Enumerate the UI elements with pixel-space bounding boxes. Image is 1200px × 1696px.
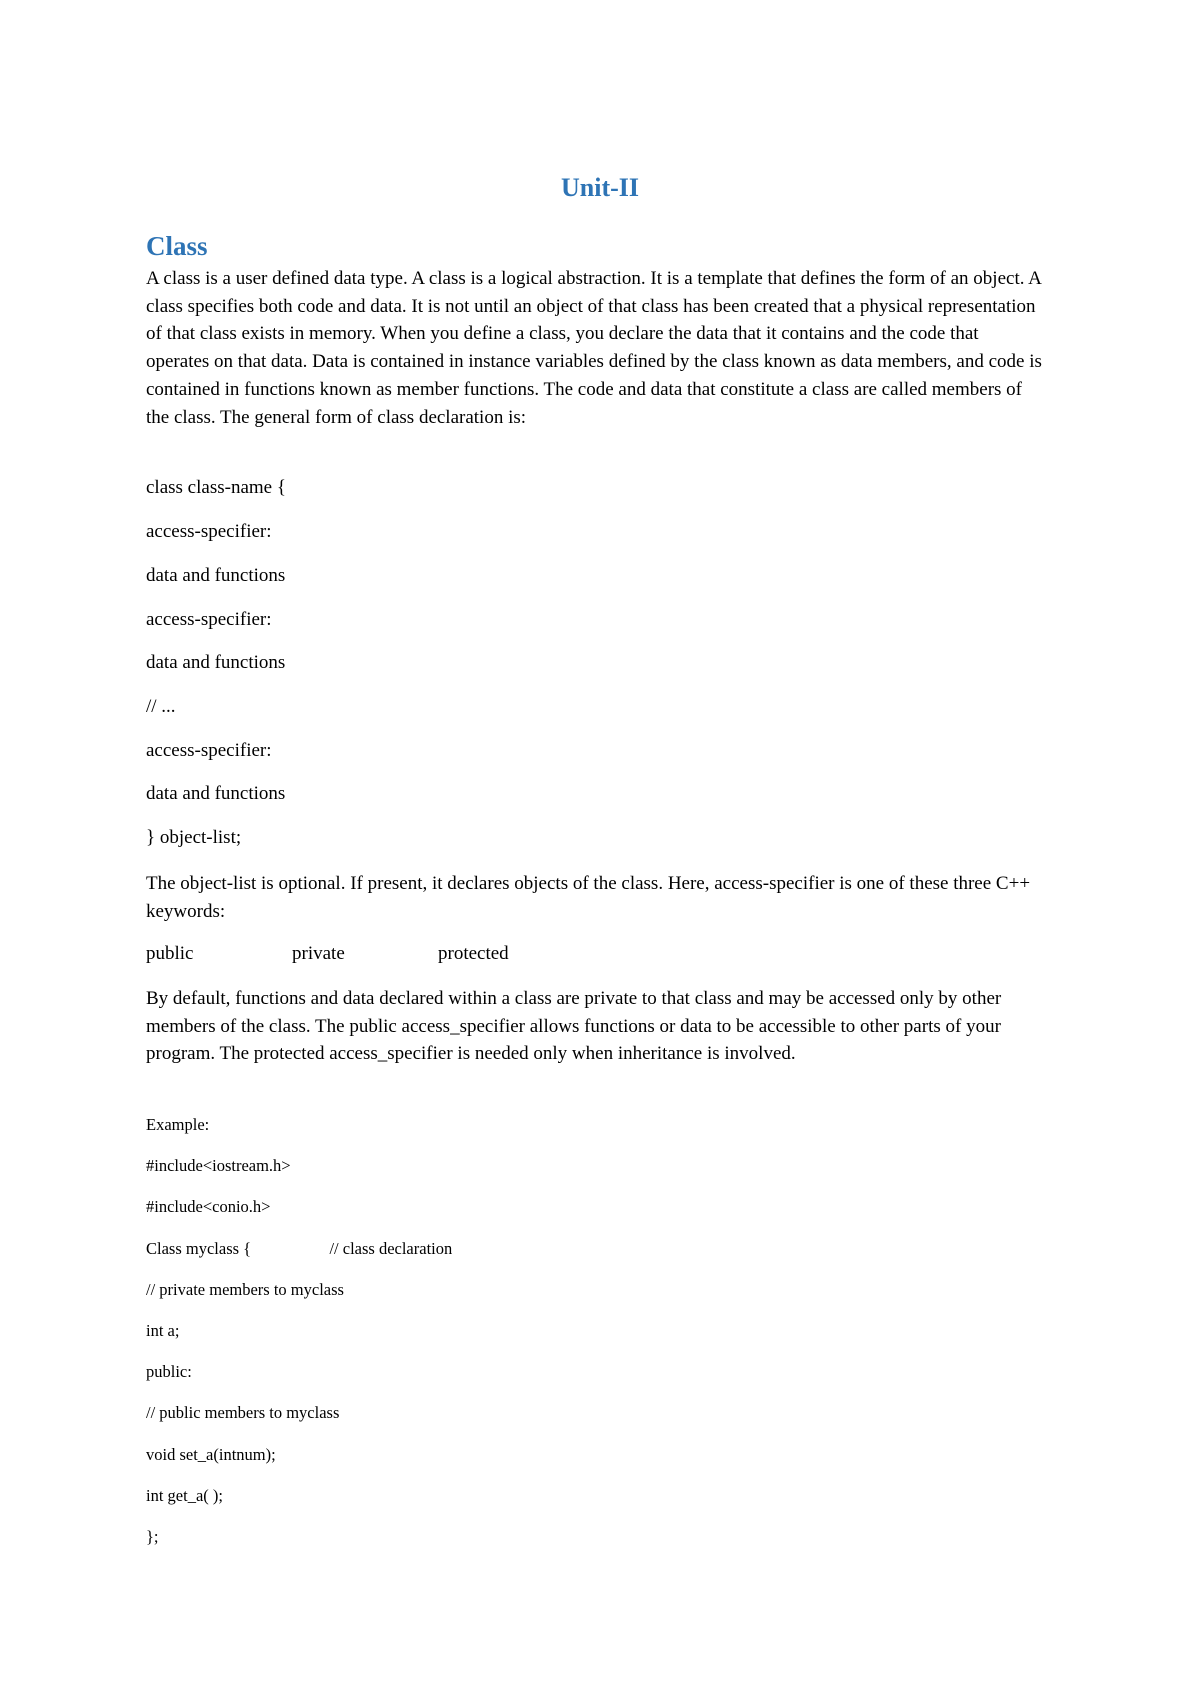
code-line: // private members to myclass <box>146 1280 344 1299</box>
general-form-line: access-specifier: <box>146 740 272 761</box>
general-form-line: data and functions <box>146 783 286 804</box>
code-line: int get_a( ); <box>146 1486 223 1505</box>
code-line: #include<conio.h> <box>146 1197 271 1216</box>
intro-paragraph: A class is a user defined data type. A class is a logical abstraction. It is a template that defines the form of an object. A class specifies both code and data. It is not until an object of that class has been created that a physical representation of that class exists in memory. When you define a class, you declare the data that it contains and the code that operates on that data. Data is contained in instance variables defined by the class known as data members, and code is contained in functions known as member functions. The code and data that constitute a class are called members of the class. The general form of class declaration is: <box>146 268 1042 428</box>
keyword-public: public <box>146 943 194 964</box>
general-form-line: access-specifier: <box>146 521 272 542</box>
section-heading-class: Class <box>146 231 208 261</box>
code-line: // public members to myclass <box>146 1403 340 1422</box>
page-title: Unit-II <box>560 173 639 202</box>
general-form-line: // ... <box>146 696 176 717</box>
default-access-paragraph: By default, functions and data declared within a class are private to that class and may be accessed only by other members of the class. The public access_specifier allows functions or data to be accessible to other parts of your program. The protected access_specifier is needed only when inheritance is involved. <box>146 988 1002 1065</box>
code-line: Class myclass { // class declaration <box>146 1239 453 1258</box>
code-line: int a; <box>146 1321 180 1340</box>
keyword-protected: protected <box>438 943 509 964</box>
object-list-paragraph: The object-list is optional. If present, it declares objects of the class. Here, access-specifier is one of these three C++ keywords: <box>146 873 1031 922</box>
general-form-line: class class-name { <box>146 477 286 498</box>
code-line: #include<iostream.h> <box>146 1156 291 1175</box>
keyword-private: private <box>292 943 345 964</box>
general-form-line: data and functions <box>146 652 286 673</box>
code-line: }; <box>146 1527 159 1546</box>
code-line: void set_a(intnum); <box>146 1445 276 1464</box>
general-form-line: data and functions <box>146 565 286 586</box>
example-label: Example: <box>146 1115 210 1134</box>
general-form-line: } object-list; <box>146 827 242 848</box>
code-line: public: <box>146 1362 192 1381</box>
general-form-line: access-specifier: <box>146 609 272 630</box>
